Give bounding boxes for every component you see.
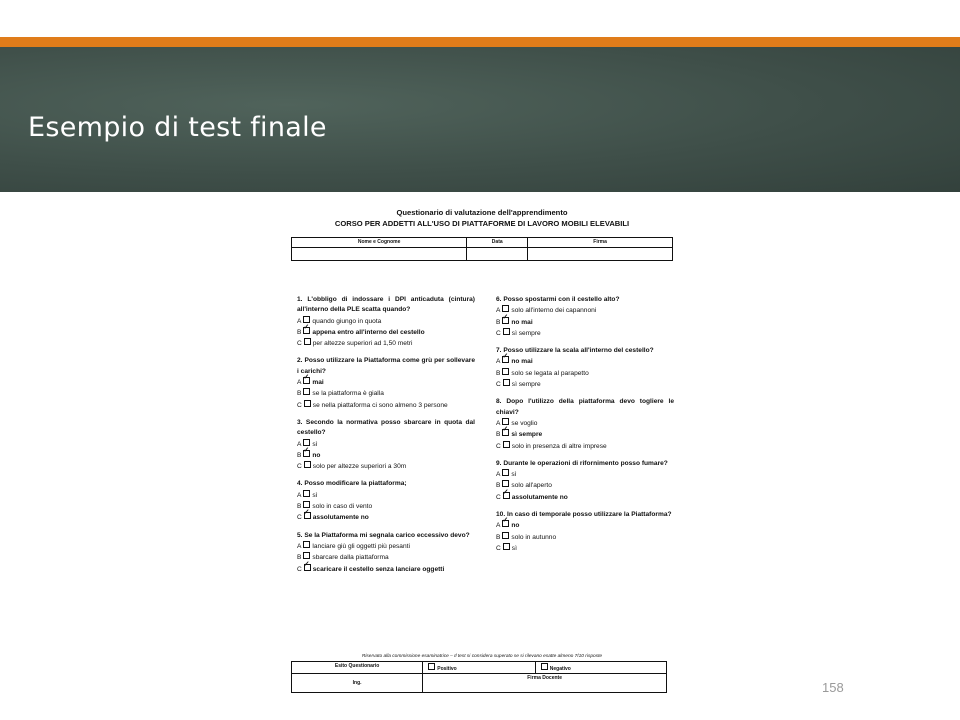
option-letter: C: [496, 381, 501, 389]
option-text: no: [312, 451, 321, 459]
document-title: Questionario di valutazione dell'apprendimento: [396, 208, 568, 217]
option-text: sì: [511, 544, 517, 552]
option-letter: A: [297, 542, 302, 550]
checkbox[interactable]: [303, 439, 310, 446]
option-letter: A: [496, 419, 501, 427]
footer-note: Riservato alla commissione esaminatrice – Il test si considera superato se si rilevano esatte almeno 7/10 risposte: [361, 654, 603, 659]
answer-option[interactable]: [496, 469, 674, 480]
option-letter: B: [496, 369, 501, 377]
checked-checkbox[interactable]: [303, 450, 310, 457]
checkbox[interactable]: [503, 441, 510, 448]
checkbox[interactable]: [303, 552, 310, 559]
option-text: solo all'interno dei capannoni: [511, 307, 597, 315]
questions-left-column: [297, 295, 475, 582]
checkbox[interactable]: [503, 543, 510, 550]
checked-checkbox[interactable]: [303, 327, 310, 334]
answer-option[interactable]: [496, 441, 674, 452]
option-letter: C: [496, 442, 501, 450]
checkbox[interactable]: [502, 469, 509, 476]
answer-option[interactable]: [496, 379, 674, 390]
answer-option[interactable]: [496, 543, 674, 554]
option-letter: C: [297, 401, 302, 409]
option-text: appena entro all'interno del cestello: [312, 328, 425, 336]
question: [297, 418, 475, 472]
option-letter: B: [297, 451, 302, 459]
question: [496, 346, 674, 390]
checkbox[interactable]: [502, 480, 509, 487]
evaluation-table: [291, 661, 667, 693]
option-letter: A: [297, 317, 302, 325]
option-text: no: [511, 522, 520, 530]
option-text: lanciare giù gli oggetti più pesanti: [312, 542, 410, 550]
question: [496, 459, 674, 503]
question-text: 5. Se la Piattaforma mi segnala carico eccessivo devo?: [297, 531, 470, 539]
firma-docente: Firma Docente: [423, 674, 667, 693]
checkbox[interactable]: [502, 418, 509, 425]
question: [297, 479, 475, 523]
accent-bar: [0, 37, 960, 47]
questions-right-column: [496, 295, 674, 561]
option-text: sì: [511, 471, 517, 479]
question: [297, 356, 475, 410]
answer-option[interactable]: [297, 512, 475, 523]
option-letter: B: [297, 554, 302, 562]
option-text: se voglio: [511, 419, 538, 427]
checkbox[interactable]: [304, 400, 311, 407]
option-text: solo in caso di vento: [312, 503, 373, 511]
checkbox[interactable]: [502, 368, 509, 375]
answer-option[interactable]: [297, 400, 475, 411]
option-text: per altezze superiori ad 1,50 metri: [312, 340, 413, 348]
page-number: 158: [822, 680, 844, 695]
option-text: solo all'aperto: [511, 482, 552, 490]
option-text: se nella piattaforma ci sono almeno 3 persone: [312, 401, 448, 409]
option-text: sì sempre: [511, 431, 543, 439]
option-letter: B: [496, 431, 501, 439]
checkbox[interactable]: [304, 461, 311, 468]
checked-checkbox[interactable]: [502, 429, 509, 436]
question-text: 2. Posso utilizzare la Piattaforma come grù per sollevare i carichi?: [297, 357, 475, 375]
checked-checkbox[interactable]: [503, 492, 510, 499]
answer-option[interactable]: [496, 356, 674, 367]
option-text: no mai: [511, 318, 533, 326]
option-text: mai: [312, 379, 324, 387]
question: [297, 295, 475, 349]
checked-checkbox[interactable]: [304, 564, 311, 571]
answer-option[interactable]: [297, 552, 475, 563]
positivo-option[interactable]: Positivo: [423, 662, 536, 674]
answer-option[interactable]: [496, 317, 674, 328]
answer-option[interactable]: [496, 492, 674, 503]
option-letter: A: [297, 491, 302, 499]
answer-option[interactable]: [297, 501, 475, 512]
answer-option[interactable]: [297, 327, 475, 338]
question-text: 1. L'obbligo di indossare i DPI anticaduta (cintura) all'interno della PLE scatta quando?: [297, 296, 475, 314]
option-letter: B: [496, 482, 501, 490]
answer-option[interactable]: [297, 338, 475, 349]
option-letter: B: [297, 390, 302, 398]
answer-option[interactable]: [297, 541, 475, 552]
name-cell[interactable]: [292, 248, 467, 261]
option-letter: C: [496, 493, 501, 501]
date-cell[interactable]: [467, 248, 528, 261]
checkbox[interactable]: [304, 338, 311, 345]
answer-option[interactable]: [496, 480, 674, 491]
question-text: 8. Dopo l'utilizzo della piattaforma devo togliere le chiavi?: [496, 398, 674, 416]
option-letter: A: [496, 522, 501, 530]
answer-option[interactable]: [496, 305, 674, 316]
option-text: no mai: [511, 358, 533, 366]
checkbox[interactable]: [303, 388, 310, 395]
answer-option[interactable]: [297, 461, 475, 472]
question-text: 3. Secondo la normativa posso sbarcare in quota dal cestello?: [297, 418, 475, 437]
option-letter: B: [496, 318, 501, 326]
option-text: sì sempre: [511, 329, 541, 337]
option-text: solo in autunno: [511, 533, 557, 541]
answer-option[interactable]: [297, 388, 475, 399]
answer-option[interactable]: [496, 368, 674, 379]
option-letter: C: [297, 340, 302, 348]
checked-checkbox[interactable]: [304, 512, 311, 519]
option-letter: A: [496, 471, 501, 479]
answer-option[interactable]: [496, 520, 674, 531]
answer-option[interactable]: [297, 564, 475, 575]
signature-column-header: Firma: [528, 238, 673, 248]
checkbox[interactable]: [502, 532, 509, 539]
checked-checkbox[interactable]: [502, 520, 509, 527]
question-text: 7. Posso utilizzare la scala all'interno del cestello?: [496, 347, 654, 355]
name-column-header: Nome e Cognome: [292, 238, 467, 248]
checkbox[interactable]: [303, 316, 310, 323]
question-text: 10. In caso di temporale posso utilizzare la Piattaforma?: [496, 511, 672, 519]
ing-label: Ing.: [292, 674, 423, 693]
document-subtitle: CORSO PER ADDETTI ALL'USO DI PIATTAFORME DI LAVORO MOBILI ELEVABILI: [334, 219, 630, 228]
option-letter: B: [297, 328, 302, 336]
option-text: sì: [312, 440, 318, 448]
question-text: 6. Posso spostarmi con il cestello alto?: [496, 296, 620, 303]
option-text: solo per altezze superiori a 30m: [312, 463, 407, 471]
checkbox[interactable]: [503, 379, 510, 386]
option-letter: C: [496, 544, 501, 552]
date-column-header: Data: [467, 238, 528, 248]
answer-option[interactable]: [496, 429, 674, 440]
questionnaire-document: [288, 204, 676, 704]
option-text: assolutamente no: [312, 514, 369, 522]
option-letter: B: [297, 503, 302, 511]
option-letter: A: [297, 440, 302, 448]
option-text: solo in presenza di altre imprese: [511, 442, 607, 450]
negativo-option[interactable]: Negativo: [535, 662, 666, 674]
checkbox[interactable]: [503, 328, 510, 335]
answer-option[interactable]: [297, 490, 475, 501]
question: [496, 510, 674, 554]
option-letter: A: [496, 307, 501, 315]
option-text: sì: [312, 491, 318, 499]
question: [496, 295, 674, 339]
option-text: assolutamente no: [511, 493, 568, 501]
answer-option[interactable]: [297, 450, 475, 461]
esito-label: Esito Questionario: [292, 662, 423, 674]
answer-option[interactable]: [297, 439, 475, 450]
option-letter: C: [496, 329, 501, 337]
question-text: 9. Durante le operazioni di rifornimento posso fumare?: [496, 459, 668, 467]
question-text: 4. Posso modificare la piattaforma;: [297, 480, 407, 488]
name-table: [291, 237, 673, 261]
checkbox[interactable]: [303, 490, 310, 497]
checkbox[interactable]: [303, 501, 310, 508]
checked-checkbox[interactable]: [502, 356, 509, 363]
checked-checkbox[interactable]: [502, 317, 509, 324]
option-text: sbarcare dalla piattaforma: [312, 554, 389, 562]
answer-option[interactable]: [297, 316, 475, 327]
signature-cell[interactable]: [528, 248, 673, 261]
option-text: solo se legata al parapetto: [511, 369, 589, 377]
question: [297, 531, 475, 575]
slide-title: Esempio di test finale: [28, 112, 327, 143]
option-text: se la piattaforma è gialla: [312, 390, 384, 398]
question: [496, 397, 674, 451]
checked-checkbox[interactable]: [303, 377, 310, 384]
option-letter: A: [297, 379, 302, 387]
checkbox[interactable]: [428, 663, 435, 670]
checkbox[interactable]: [541, 663, 548, 670]
answer-option[interactable]: [496, 532, 674, 543]
option-letter: B: [496, 533, 501, 541]
option-text: scaricare il cestello senza lanciare oggetti: [312, 565, 445, 573]
answer-option[interactable]: [297, 377, 475, 388]
option-letter: C: [297, 565, 302, 573]
option-letter: A: [496, 358, 501, 366]
answer-option[interactable]: [496, 418, 674, 429]
option-text: sì sempre: [511, 381, 541, 389]
option-letter: C: [297, 514, 302, 522]
option-letter: C: [297, 463, 302, 471]
checkbox[interactable]: [303, 541, 310, 548]
option-text: quando giungo in quota: [312, 317, 382, 325]
checkbox[interactable]: [502, 305, 509, 312]
answer-option[interactable]: [496, 328, 674, 339]
